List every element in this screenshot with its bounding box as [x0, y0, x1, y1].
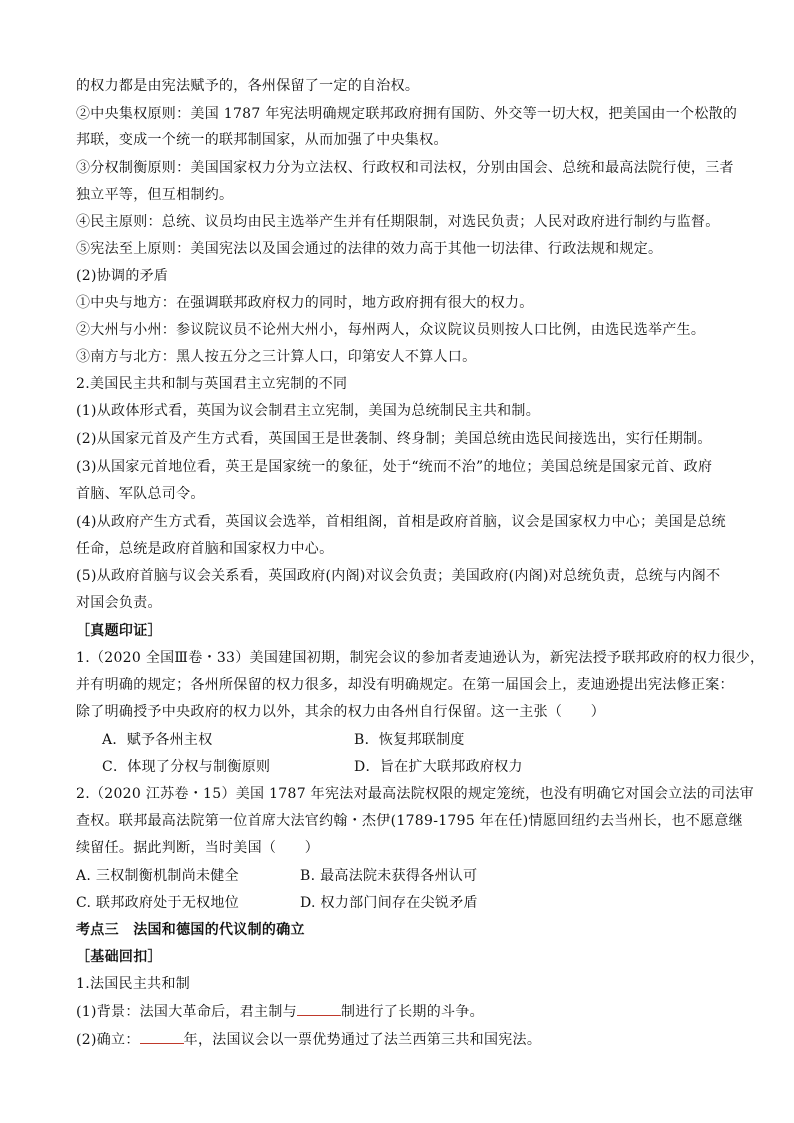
text-line: ③分权制衡原则：美国国家权力分为立法权、行政权和司法权，分别由国会、总统和最高法院行使，三者	[76, 160, 734, 176]
fill-blank-line-2	[76, 1029, 722, 1050]
q2-option-row	[76, 893, 722, 913]
fill-text: (1)背景：法国大革命后，君主制与	[76, 1004, 297, 1020]
q2-option-d[interactable]: D. 权力部门间存在尖锐矛盾	[300, 895, 478, 911]
section-heading: (2)协调的矛盾	[76, 268, 169, 284]
question-1-text: 并有明确的规定；各州所保留的权力很多，却没有明确规定。在第一届国会上，麦迪逊提出宪法修正案：	[76, 677, 734, 693]
q1-option-d[interactable]: D．旨在扩大联邦政府权力	[354, 759, 523, 775]
text-line: (5)从政府首脑与议会关系看，英国政府(内阁)对议会负责；美国政府(内阁)对总统负责，总统与内阁不	[76, 568, 721, 584]
text-line: ③南方与北方：黑人按五分之三计算人口，印第安人不算人口。	[76, 349, 477, 365]
section-label-jichu: ［基础回扣］	[76, 949, 162, 965]
text-line: (4)从政府产生方式看，英国议会选举，首相组阁，首相是政府首脑，议会是国家权力中心；美国是总统	[76, 514, 726, 530]
text-line: (2)从国家元首及产生方式看，英国国王是世袭制、终身制；美国总统由选民间接选出，实行任期制。	[76, 431, 712, 447]
topic-heading-3: 考点三 法国和德国的代议制的确立	[76, 922, 305, 938]
section-heading: 1.法国民主共和制	[76, 976, 191, 992]
section-heading: 2.美国民主共和制与英国君主立宪制的不同	[76, 376, 348, 392]
q2-option-b[interactable]: B. 最高法院未获得各州认可	[300, 868, 478, 884]
fill-text: 制进行了长期的斗争。	[340, 1004, 484, 1020]
section-label-zhenti: ［真题印证］	[76, 623, 162, 639]
q2-option-c[interactable]: C. 联邦政府处于无权地位	[76, 895, 240, 911]
question-1-text: 除了明确授予中央政府的权力以外，其余的权力由各州自行保留。这一主张（ ）	[76, 704, 606, 720]
q1-option-a[interactable]: A．赋予各州主权	[102, 732, 213, 748]
q1-option-b[interactable]: B．恢复邦联制度	[354, 732, 465, 748]
answer-blank-2[interactable]	[140, 1029, 184, 1044]
q2-option-row	[76, 866, 722, 886]
text-line: 独立平等，但互相制约。	[76, 187, 234, 203]
fill-text: 年，法国议会以一票优势通过了法兰西第三共和国宪法。	[183, 1032, 542, 1048]
text-line: 对国会负责。	[76, 595, 162, 611]
fill-text: (2)确立：	[76, 1032, 140, 1048]
text-line: 的权力都是由宪法赋予的，各州保留了一定的自治权。	[76, 78, 420, 94]
question-2-text: 续留任。据此判断，当时美国（ ）	[76, 840, 320, 856]
text-line: (3)从国家元首地位看，英王是国家统一的象征，处于“统而不治”的地位；美国总统是国家元首、政府	[76, 459, 713, 475]
text-line: 首脑、军队总司令。	[76, 486, 205, 502]
answer-blank-1[interactable]	[297, 1001, 341, 1016]
text-line: ②大州与小州：参议院议员不论州大州小，每州两人，众议院议员则按人口比例，由选民选举产生。	[76, 322, 706, 338]
text-line: ④民主原则：总统、议员均由民主选举产生并有任期限制，对选民负责；人民对政府进行制约与监督。	[76, 214, 720, 230]
question-2-text: 2.（2020 江苏卷・15）美国 1787 年宪法对最高法院权限的规定笼统，也没有明确它对国会立法的司法审	[76, 786, 754, 802]
q2-option-a[interactable]: A. 三权制衡机制尚未健全	[76, 868, 239, 884]
q1-option-row	[102, 757, 748, 777]
text-line: ⑤宪法至上原则：美国宪法以及国会通过的法律的效力高于其他一切法律、行政法规和规定。	[76, 241, 663, 257]
text-line: 邦联，变成一个统一的联邦制国家，从而加强了中央集权。	[76, 132, 448, 148]
q1-option-c[interactable]: C．体现了分权与制衡原则	[102, 759, 271, 775]
text-line: (1)从政体形式看，英国为议会制君主立宪制，美国为总统制民主共和制。	[76, 403, 541, 419]
q1-option-row	[102, 730, 748, 750]
question-2-text: 查权。联邦最高法院第一位首席大法官约翰・杰伊(1789-1795 年在任)情愿回纽约去当州长，也不愿意继	[76, 813, 743, 829]
question-1-text: 1.（2020 全国Ⅲ卷・33）美国建国初期，制宪会议的参加者麦迪逊认为，新宪法授予联邦政府的权力很少，	[76, 650, 765, 666]
text-line: ①中央与地方：在强调联邦政府权力的同时，地方政府拥有很大的权力。	[76, 295, 534, 311]
fill-blank-line-1	[76, 1001, 722, 1022]
text-line: ②中央集权原则：美国 1787 年宪法明确规定联邦政府拥有国防、外交等一切大权，把美国由一个松散的	[76, 106, 738, 122]
text-line: 任命，总统是政府首脑和国家权力中心。	[76, 541, 334, 557]
